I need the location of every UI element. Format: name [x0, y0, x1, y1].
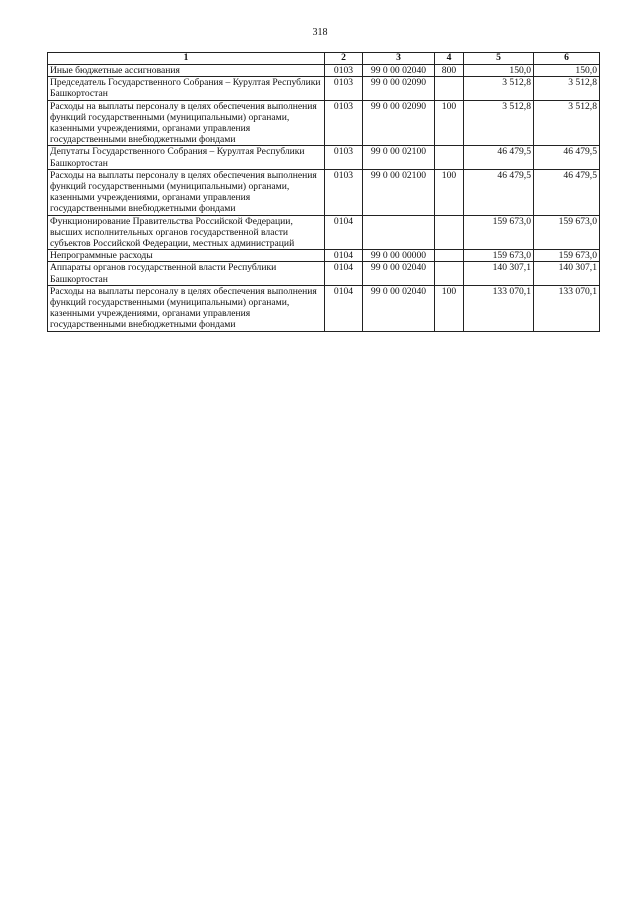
row-expense-type: 100 — [435, 285, 464, 331]
header-cell: 2 — [325, 53, 363, 65]
row-amount-col6: 159 673,0 — [534, 250, 600, 262]
header-cell: 3 — [363, 53, 435, 65]
header-cell: 4 — [435, 53, 464, 65]
row-section: 0103 — [325, 65, 363, 77]
row-target-article: 99 0 00 02040 — [363, 285, 435, 331]
row-target-article: 99 0 00 02090 — [363, 77, 435, 100]
row-section: 0104 — [325, 250, 363, 262]
row-amount-col5: 133 070,1 — [464, 285, 534, 331]
row-amount-col6: 133 070,1 — [534, 285, 600, 331]
row-section: 0104 — [325, 285, 363, 331]
table-row — [48, 262, 600, 285]
table-row — [48, 65, 600, 77]
row-section: 0104 — [325, 215, 363, 250]
row-section: 0103 — [325, 169, 363, 215]
row-amount-col5: 3 512,8 — [464, 77, 534, 100]
row-section: 0103 — [325, 77, 363, 100]
row-name: Председатель Государственного Собрания – Курултая Республики Башкортостан — [48, 77, 325, 100]
table-row — [48, 169, 600, 215]
row-name: Непрограммные расходы — [48, 250, 325, 262]
row-expense-type: 800 — [435, 65, 464, 77]
table-row — [48, 250, 600, 262]
table-row — [48, 285, 600, 331]
table-row — [48, 215, 600, 250]
row-amount-col6: 3 512,8 — [534, 100, 600, 146]
row-expense-type — [435, 215, 464, 250]
row-amount-col6: 159 673,0 — [534, 215, 600, 250]
row-expense-type: 100 — [435, 169, 464, 215]
table-header-row — [48, 53, 600, 65]
row-expense-type: 100 — [435, 100, 464, 146]
row-target-article: 99 0 00 02040 — [363, 65, 435, 77]
row-target-article — [363, 215, 435, 250]
row-name: Иные бюджетные ассигнования — [48, 65, 325, 77]
row-name: Расходы на выплаты персоналу в целях обеспечения выполнения функций государственными (муниципальными) органами, казенными учреждениями, органами управления государственными внебюджетными фондами — [48, 285, 325, 331]
row-amount-col6: 3 512,8 — [534, 77, 600, 100]
row-amount-col6: 46 479,5 — [534, 146, 600, 169]
row-amount-col5: 159 673,0 — [464, 215, 534, 250]
row-expense-type — [435, 250, 464, 262]
row-name: Расходы на выплаты персоналу в целях обеспечения выполнения функций государственными (муниципальными) органами, казенными учреждениями, органами управления государственными внебюджетными фондами — [48, 169, 325, 215]
row-expense-type — [435, 262, 464, 285]
row-amount-col5: 3 512,8 — [464, 100, 534, 146]
row-name: Депутаты Государственного Собрания – Курултая Республики Башкортостан — [48, 146, 325, 169]
row-expense-type — [435, 77, 464, 100]
header-cell: 6 — [534, 53, 600, 65]
row-amount-col5: 150,0 — [464, 65, 534, 77]
page-number: 318 — [312, 27, 328, 38]
row-section: 0103 — [325, 146, 363, 169]
budget-table — [47, 52, 600, 332]
row-amount-col6: 140 307,1 — [534, 262, 600, 285]
row-name: Функционирование Правительства Российской Федерации, высших исполнительных органов государственной власти субъектов Российской Федерации, местных администраций — [48, 215, 325, 250]
row-amount-col6: 46 479,5 — [534, 169, 600, 215]
row-target-article: 99 0 00 02100 — [363, 169, 435, 215]
row-name: Аппараты органов государственной власти Республики Башкортостан — [48, 262, 325, 285]
table-row — [48, 77, 600, 100]
row-section: 0104 — [325, 262, 363, 285]
row-section: 0103 — [325, 100, 363, 146]
row-target-article: 99 0 00 00000 — [363, 250, 435, 262]
table-row — [48, 146, 600, 169]
row-amount-col6: 150,0 — [534, 65, 600, 77]
header-cell: 1 — [48, 53, 325, 65]
row-expense-type — [435, 146, 464, 169]
row-target-article: 99 0 00 02090 — [363, 100, 435, 146]
header-cell: 5 — [464, 53, 534, 65]
row-target-article: 99 0 00 02040 — [363, 262, 435, 285]
row-amount-col5: 46 479,5 — [464, 169, 534, 215]
row-amount-col5: 159 673,0 — [464, 250, 534, 262]
row-name: Расходы на выплаты персоналу в целях обеспечения выполнения функций государственными (муниципальными) органами, казенными учреждениями, органами управления государственными внебюджетными фондами — [48, 100, 325, 146]
table-row — [48, 100, 600, 146]
row-amount-col5: 46 479,5 — [464, 146, 534, 169]
row-amount-col5: 140 307,1 — [464, 262, 534, 285]
row-target-article: 99 0 00 02100 — [363, 146, 435, 169]
